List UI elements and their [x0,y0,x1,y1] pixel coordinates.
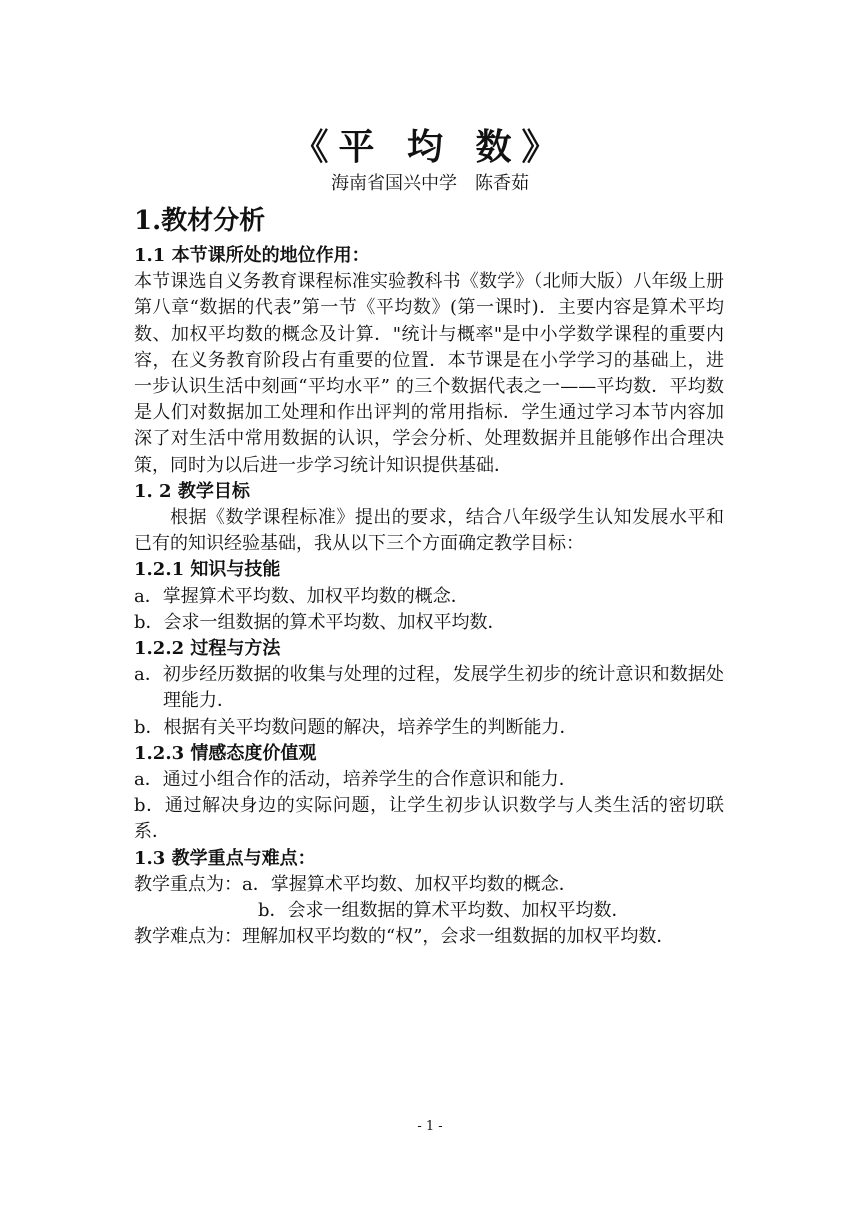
list-item: b．根据有关平均数问题的解决，培养学生的判断能力． [134,716,578,738]
document-body [134,203,724,950]
document-title: 《平 均 数》 [292,126,568,168]
list-item: a．初步经历数据的收集与处理的过程，发展学生初步的统计意识和数据处理能力． [134,664,724,712]
subsection-heading-1-1: 1.1 本节课所处的地位作用： [134,245,370,266]
section-heading-1: 1.教材分析 [134,206,266,236]
difficulty-line: 教学难点为：理解加权平均数的“权”，会求一组数据的加权平均数． [134,926,675,948]
subsection-heading-1-2-1: 1.2.1 知识与技能 [134,559,281,581]
subsection-heading-1-2: 1. 2 教学目标 [134,480,250,502]
paragraph-1-1: 本节课选自义务教育课程标准实验教科书《数学》（北师大版）八年级上册第八章“数据的代表”第一节《平均数》(第一课时)．主要内容是算术平均数、加权平均数的概念及计算．"统计与概率"是中小学数学课程的重要内容，在义务教育阶段占有重要的位置．本节课是在小学学习的基础上，进一步认识生活中刻画“平均水平” 的三个数据代表之一——平均数．平均数是人们对数据加工处理和作出评判的常用指标．学生通过学习本节内容加深了对生活中常用数据的认识，学会分析、处理数据并且能够作出合理决策，同时为以后进一步学习统计知识提供基础． [134,271,724,476]
list-item: a．通过小组合作的活动，培养学生的合作意识和能力． [134,769,577,791]
key-point-line: b．会求一组数据的算术平均数、加权平均数． [258,900,630,922]
subsection-heading-1-3: 1.3 教学重点与难点： [134,847,316,869]
list-item: a．掌握算术平均数、加权平均数的概念． [134,585,469,607]
subsection-heading-1-2-2: 1.2.2 过程与方法 [134,638,281,660]
key-point-line: 教学重点为：a．掌握算术平均数、加权平均数的概念． [134,873,577,895]
page-number: - 1 - [417,1119,443,1134]
subsection-heading-1-2-3: 1.2.3 情感态度价值观 [134,742,317,764]
paragraph-1-2: 根据《数学课程标准》提出的要求，结合八年级学生认知发展水平和已有的知识经验基础，我从以下三个方面确定教学目标： [134,507,724,555]
list-item: b．会求一组数据的算术平均数、加权平均数． [134,611,506,633]
document-author: 海南省国兴中学 陈香茹 [331,173,529,194]
list-item: b．通过解决身边的实际问题，让学生初步认识数学与人类生活的密切联系． [134,795,724,843]
